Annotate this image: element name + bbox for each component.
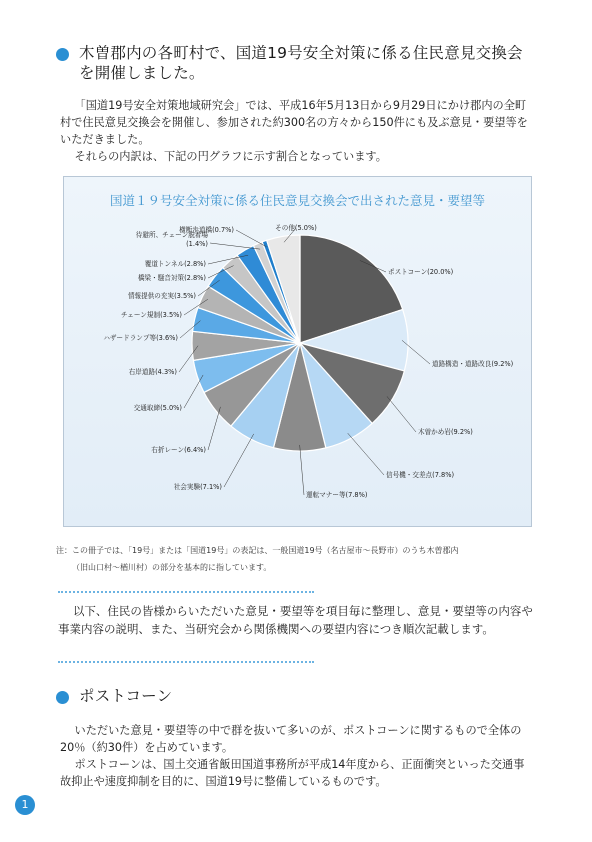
bullet-icon [56, 48, 69, 61]
chart-title: 国道１９号安全対策に係る住民意見交換会で出された意見・要望等 [109, 193, 485, 208]
list-intro-paragraph [58, 603, 536, 638]
slice-label: その他(5.0%) [275, 224, 317, 232]
postcone-paragraph [60, 722, 534, 790]
slice-leader-line [224, 434, 254, 487]
slice-label: 覆道トンネル(2.8%) [144, 260, 206, 268]
dotted-divider-top [58, 591, 314, 593]
slice-label: 信号機・交差点(7.8%) [386, 471, 455, 479]
slice-label: ポストコーン(20.0%) [388, 268, 454, 276]
section-heading-postcone [56, 686, 172, 706]
pie-chart [64, 177, 531, 526]
footnote [56, 542, 546, 576]
heading-text: 木曽郡内の各町村で、国道19号安全対策に係る住民意見交換会を開催しました。 [79, 44, 523, 82]
slice-label: 運転マナー等(7.8%) [306, 491, 368, 499]
page-number: 1 [15, 795, 35, 815]
slice-label: 交通取締(5.0%) [133, 404, 182, 412]
pie-chart-panel [63, 176, 532, 527]
slice-label: 木曽かめ岩(9.2%) [418, 428, 473, 436]
footnote-line-1: 注：この冊子では、「19号」または「国道19号」の表記は、一般国道19号（名古屋市～長野市）のうち木曽郡内 [56, 546, 459, 555]
slice-leader-line [236, 230, 266, 247]
slice-label: 右折レーン(6.4%) [151, 446, 206, 454]
slice-leader-line [300, 445, 304, 495]
intro-text-2: それらの内訳は、下記の円グラフに示す割合となっています。 [74, 150, 387, 163]
list-intro-text: 以下、住民の皆様からいただいた意見・要望等を項目毎に整理し、意見・要望等の内容や事業内容の説明、また、当研究会から関係機関への要望内容につき順次記載します。 [58, 604, 533, 636]
slice-label: 道路構造・道路改良(9.2%) [432, 360, 514, 368]
intro-text-1: 「国道19号安全対策地域研究会」では、平成16年5月13日から9月29日にかけ郡内の全町村で住民意見交換会を開催し、参加された約300名の方々から150件にも及ぶ意見・要望等をいただきました。 [60, 99, 528, 146]
footnote-line-2: （旧山口村～楢川村）の部分を基本的に指しています。 [72, 563, 272, 572]
heading-text: ポストコーン [79, 687, 173, 705]
slice-leader-line [208, 407, 220, 450]
slice-label: チェーン規制(3.5%) [120, 311, 182, 319]
slice-label: 情報提供の充実(3.5%) [127, 292, 196, 300]
dotted-divider-bottom [58, 661, 314, 663]
slice-label: 横断歩道橋(0.7%) [179, 226, 234, 234]
intro-paragraph [60, 97, 534, 165]
slice-label: 社会実験(7.1%) [173, 483, 222, 491]
slice-leader-line [348, 433, 384, 475]
slice-label: ハザードランプ等(3.6%) [103, 334, 178, 342]
bullet-icon [56, 691, 69, 704]
slice-label: 待避所、チェーン脱着場(1.4%) [135, 231, 208, 248]
postcone-text-2: ポストコーンは、国土交通省飯田国道事務所が平成14年度から、正面衝突といった交通事故抑止や速度抑制を目的に、国道19号に整備しているものです。 [60, 758, 525, 788]
slice-leader-line [387, 396, 416, 432]
slice-leader-line [184, 375, 203, 408]
slice-label: 右岸道路(4.3%) [128, 368, 177, 376]
slice-label: 橋梁・騒音対策(2.8%) [137, 274, 206, 282]
section-heading-meeting [56, 43, 536, 83]
postcone-text-1: いただいた意見・要望等の中で群を抜いて多いのが、ポストコーンに関するもので全体の20％（約30件）を占めています。 [60, 724, 522, 754]
